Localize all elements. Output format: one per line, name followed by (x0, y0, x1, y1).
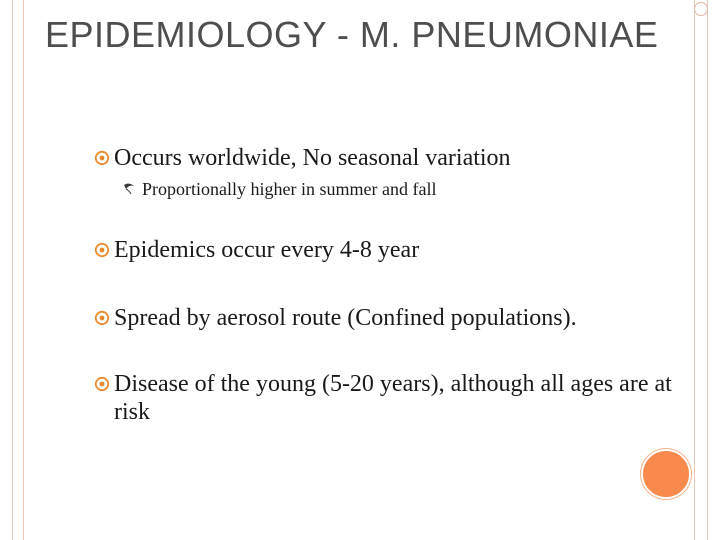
bullet-text: Disease of the young (5-20 years), although all ages are at risk (114, 371, 672, 425)
bullet-item (94, 370, 704, 426)
sub-bullet-item (122, 178, 682, 200)
slide-title: EPIDEMIOLOGY - M. PNEUMONIAE (45, 14, 659, 55)
sub-bullet-text: Proportionally higher in summer and fall (142, 179, 437, 199)
bullet-item (94, 304, 704, 332)
bullet-item (94, 144, 704, 172)
sun-bullet-icon (94, 376, 110, 392)
bullet-text: Occurs worldwide, No seasonal variation (114, 145, 511, 171)
bullet-item (94, 236, 704, 264)
bullet-text: Epidemics occur every 4-8 year (114, 237, 420, 263)
sun-bullet-icon (94, 310, 110, 326)
sun-bullet-icon (94, 242, 110, 258)
bullet-text: Spread by aerosol route (Confined populations). (114, 305, 577, 331)
sun-bullet-icon (94, 150, 110, 166)
flourish-bullet-icon (122, 182, 136, 196)
